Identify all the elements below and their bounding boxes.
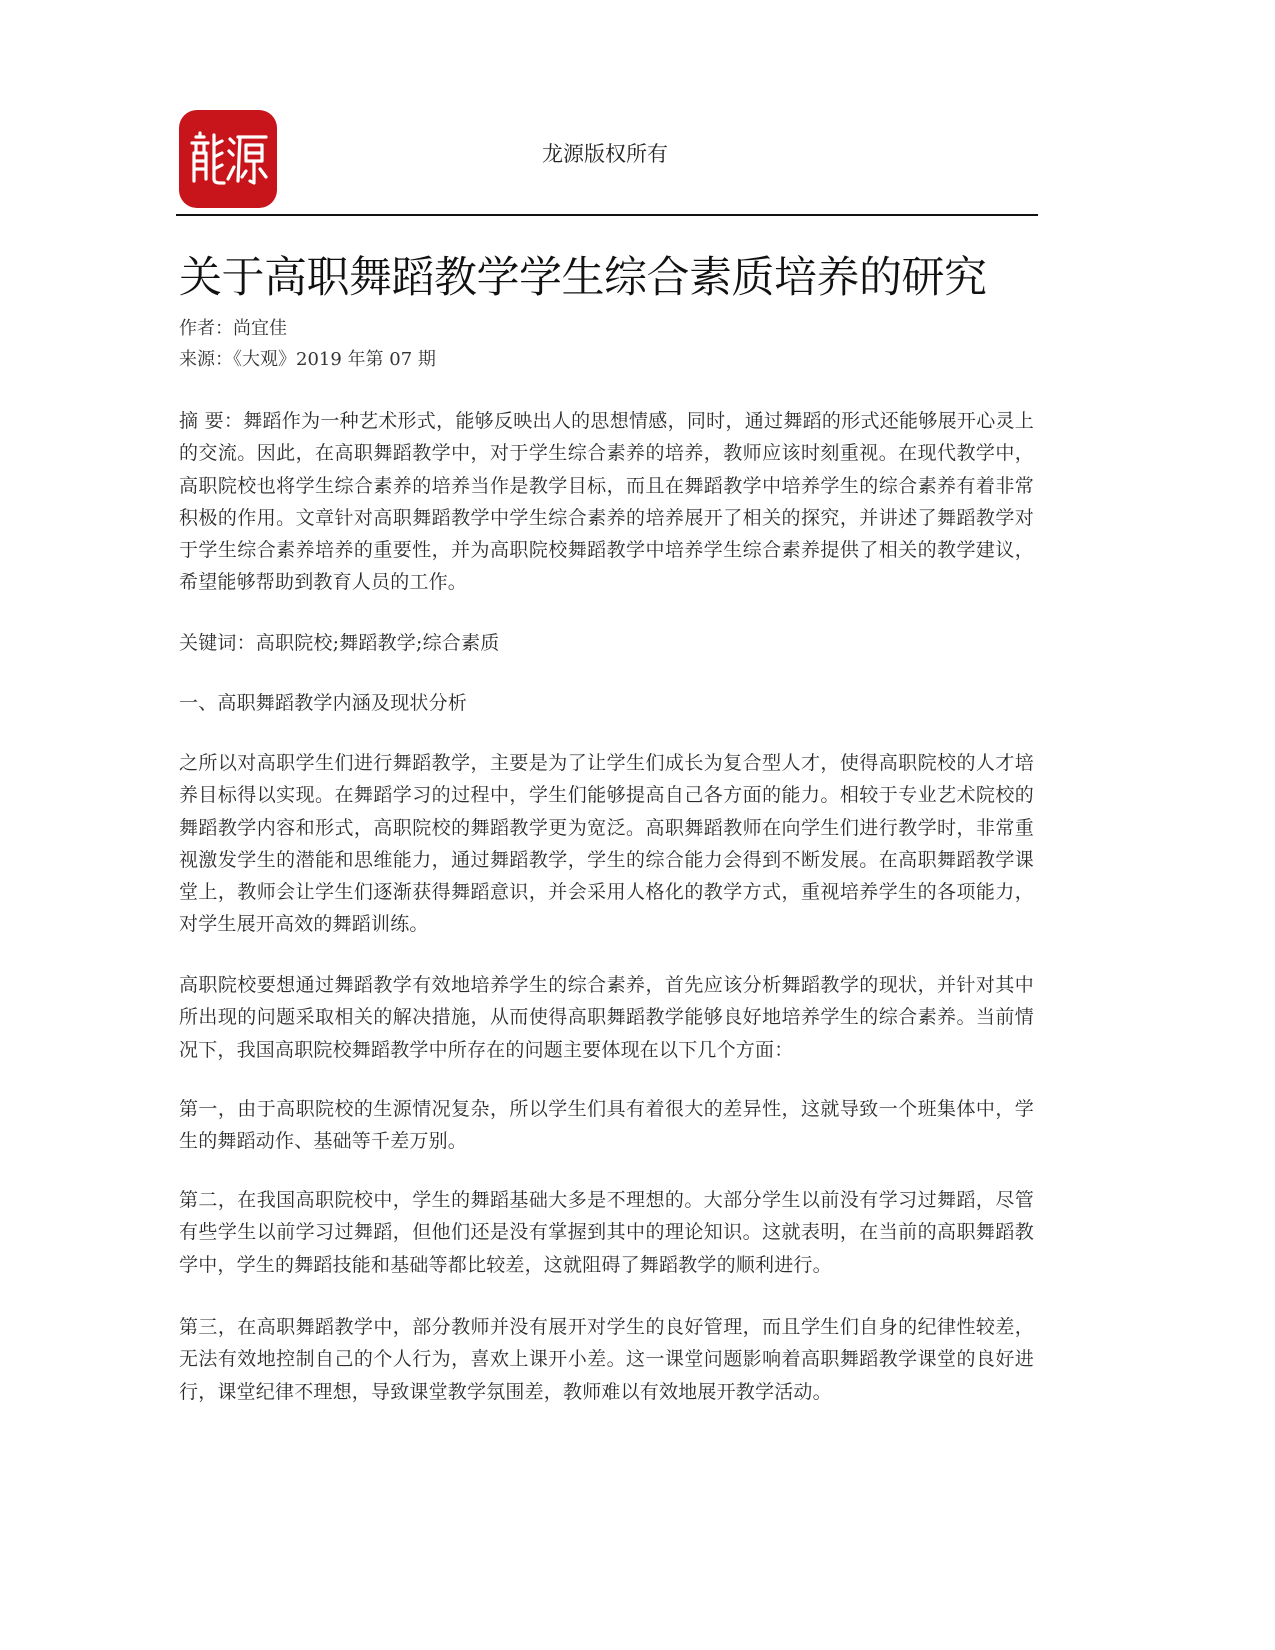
article-keywords: 关键词：高职院校;舞蹈教学;综合素质: [179, 632, 500, 654]
body-paragraph: 第二，在我国高职院校中，学生的舞蹈基础大多是不理想的。大部分学生以前没有学习过舞蹈，尽管有些学生以前学习过舞蹈，但他们还是没有掌握到其中的理论知识。这就表明，在当前的高职舞蹈教学中，学生的舞蹈技能和基础等都比较差，这就阻碍了舞蹈教学的顺利进行。: [179, 1189, 1034, 1276]
logo-glyph-icon: [186, 129, 270, 189]
article-source: 来源：《大观》2019 年第 07 期: [179, 349, 436, 370]
article-abstract: 摘 要：舞蹈作为一种艺术形式，能够反映出人的思想情感，同时，通过舞蹈的形式还能够展开心灵上的交流。因此，在高职舞蹈教学中，对于学生综合素养的培养，教师应该时刻重视。在现代教学中，高职院校也将学生综合素养的培养当作是教学目标，而且在舞蹈教学中培养学生的综合素养有着非常积极的作用。文章针对高职舞蹈教学中学生综合素养的培养展开了相关的探究，并讲述了舞蹈教学对于学生综合素养培养的重要性，并为高职院校舞蹈教学中培养学生综合素养提供了相关的教学建议，希望能够帮助到教育人员的工作。: [179, 410, 1034, 594]
body-paragraph: 第三，在高职舞蹈教学中，部分教师并没有展开对学生的良好管理，而且学生们自身的纪律性较差，无法有效地控制自己的个人行为，喜欢上课开小差。这一课堂问题影响着高职舞蹈教学课堂的良好进行，课堂纪律不理想，导致课堂教学氛围差，教师难以有效地展开教学活动。: [179, 1316, 1034, 1403]
copyright-notice: 龙源版权所有: [542, 142, 668, 166]
body-paragraph: 第一，由于高职院校的生源情况复杂，所以学生们具有着很大的差异性，这就导致一个班集体中，学生的舞蹈动作、基础等千差万别。: [179, 1098, 1034, 1153]
body-paragraph: 之所以对高职学生们进行舞蹈教学，主要是为了让学生们成长为复合型人才，使得高职院校的人才培养目标得以实现。在舞蹈学习的过程中，学生们能够提高自己各方面的能力。相较于专业艺术院校的舞蹈教学内容和形式，高职院校的舞蹈教学更为宽泛。高职舞蹈教师在向学生们进行教学时，非常重视激发学生的潜能和思维能力，通过舞蹈教学，学生的综合能力会得到不断发展。在高职舞蹈教学课堂上，教师会让学生们逐渐获得舞蹈意识，并会采用人格化的教学方式，重视培养学生的各项能力，对学生展开高效的舞蹈训练。: [179, 752, 1034, 936]
header-divider: [176, 214, 1038, 216]
article-title: 关于高职舞蹈教学学生综合素质培养的研究: [179, 253, 987, 303]
article-author: 作者：尚宜佳: [179, 318, 287, 339]
longyuan-logo: [179, 110, 277, 208]
section-heading: 一、高职舞蹈教学内涵及现状分析: [179, 692, 468, 714]
body-paragraph: 高职院校要想通过舞蹈教学有效地培养学生的综合素养，首先应该分析舞蹈教学的现状，并针对其中所出现的问题采取相关的解决措施，从而使得高职舞蹈教学能够良好地培养学生的综合素养。当前情况下，我国高职院校舞蹈教学中所存在的问题主要体现在以下几个方面：: [179, 974, 1034, 1061]
